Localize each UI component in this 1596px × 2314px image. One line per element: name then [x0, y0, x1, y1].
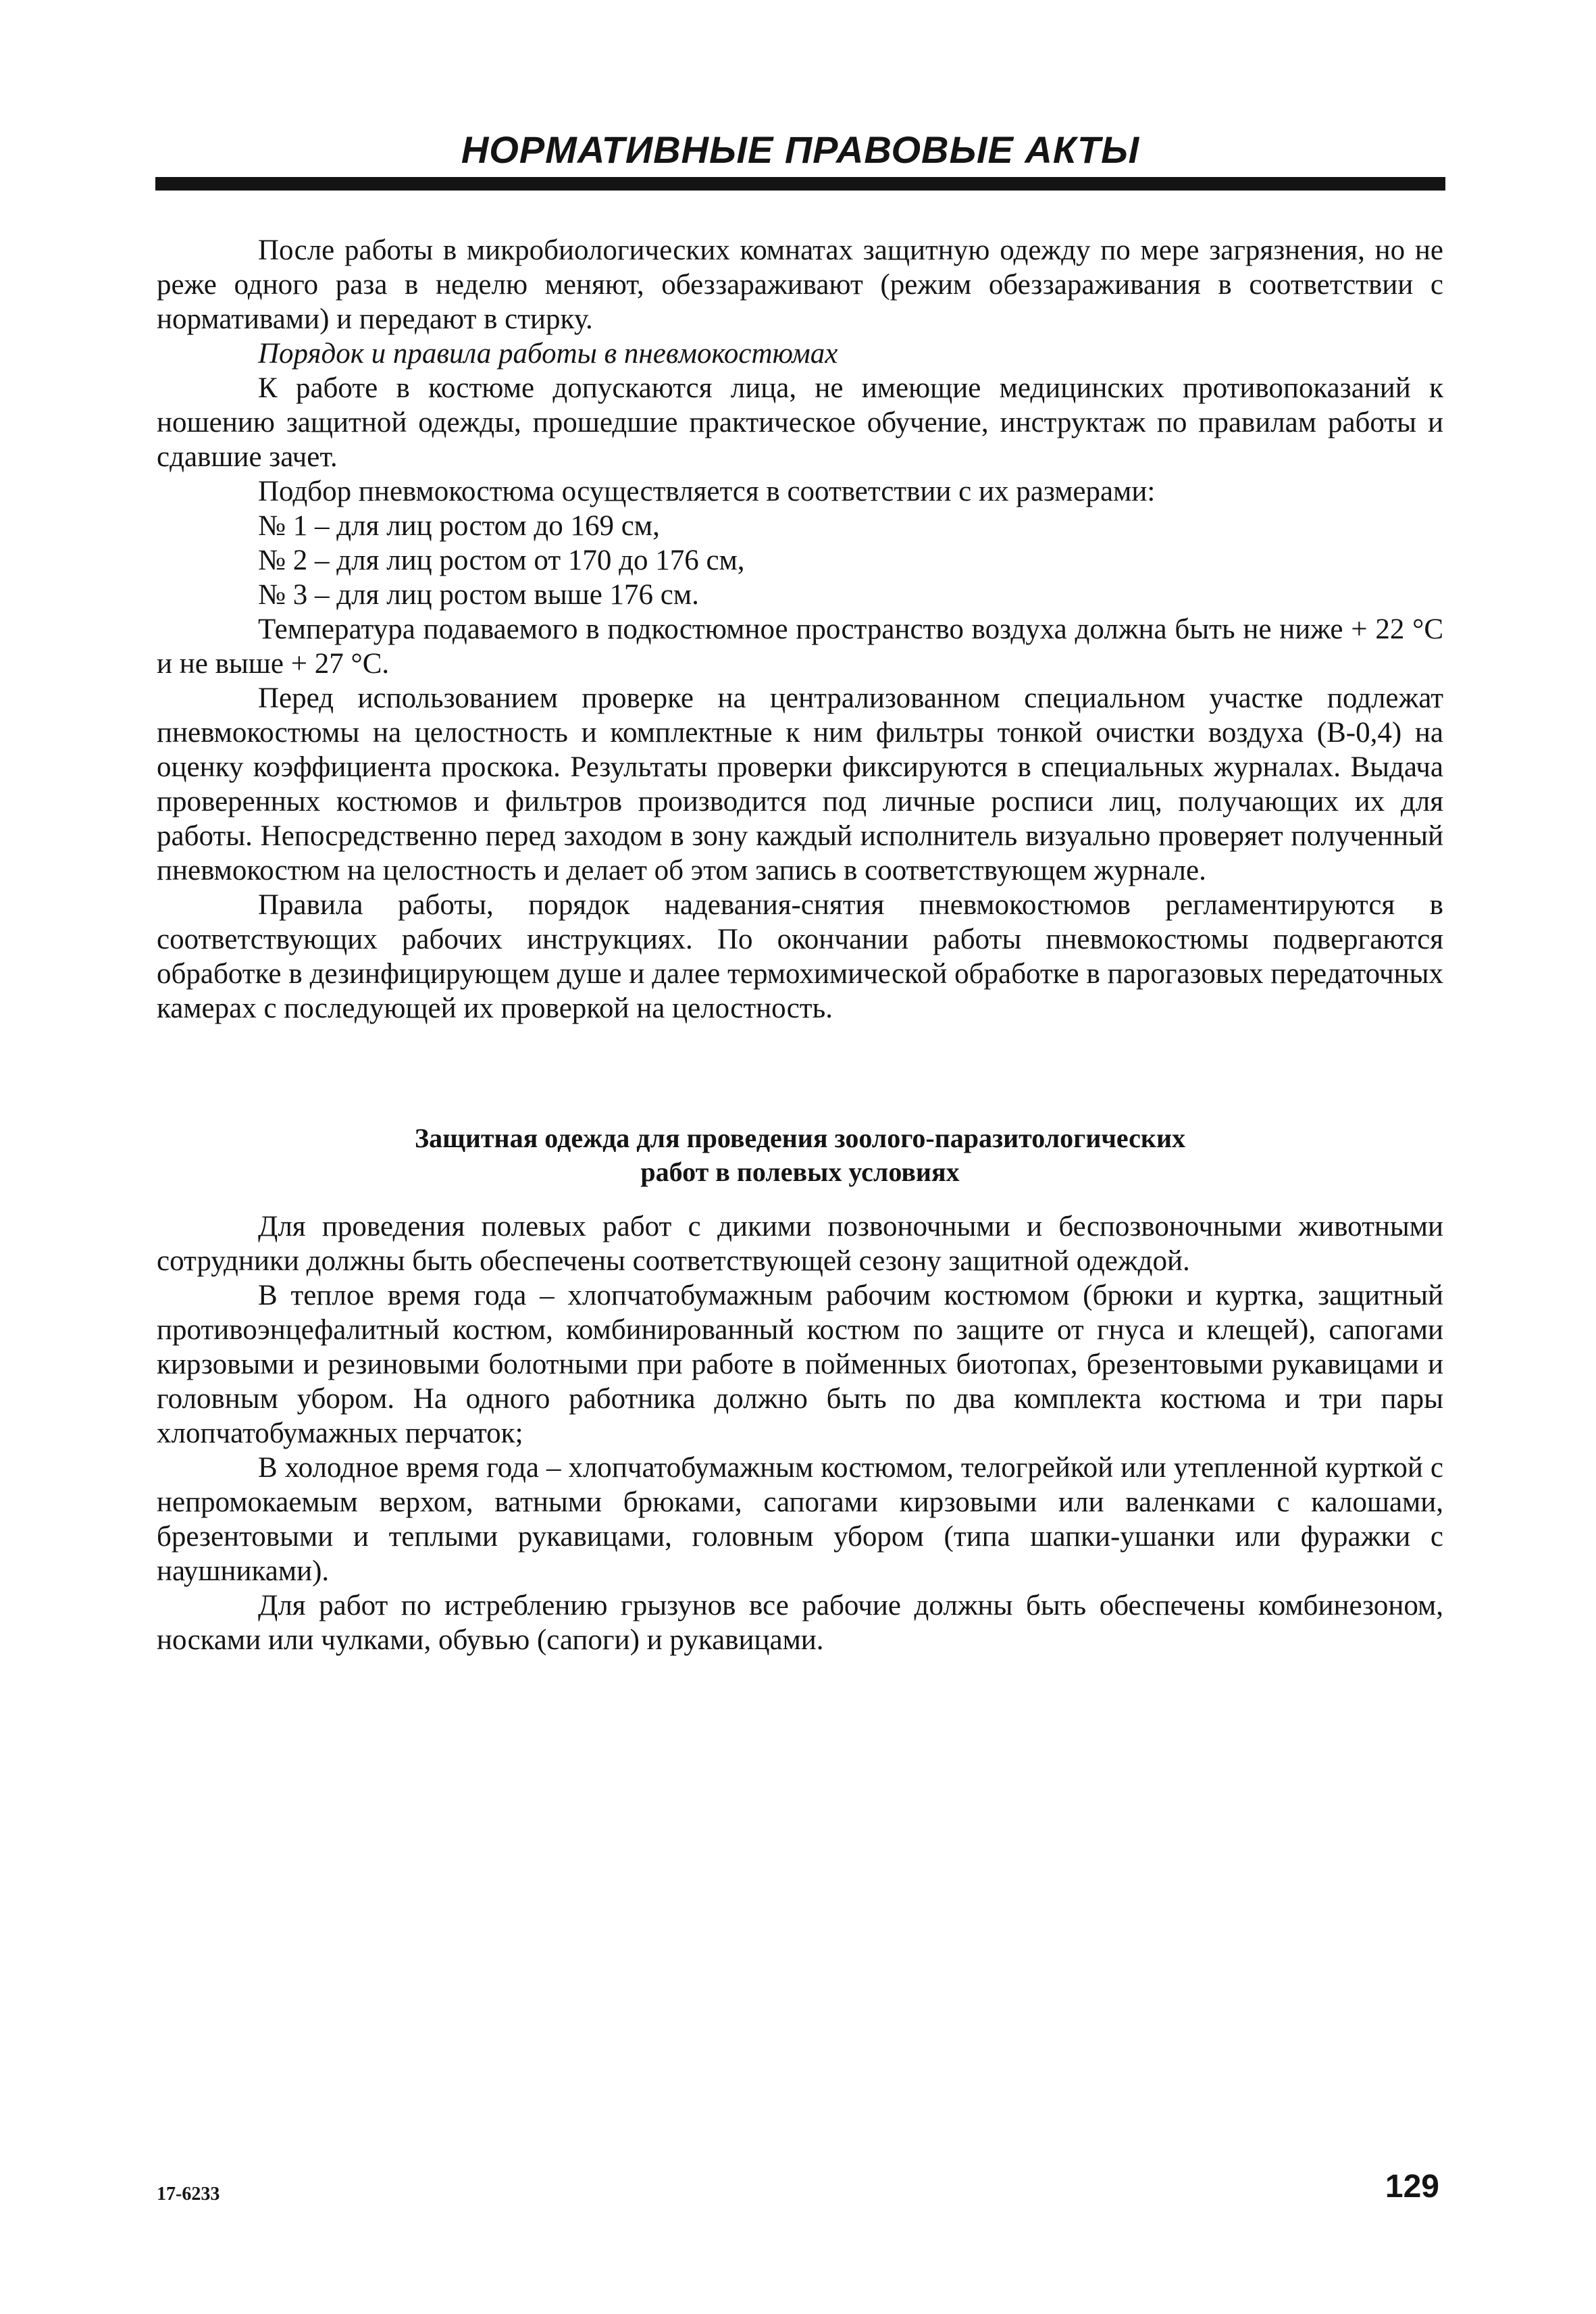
section-body-field-work [157, 1209, 1443, 1657]
subheading-pneumosuit-rules: Порядок и правила работы в пневмокостюмах [258, 338, 838, 370]
size-list-item: № 1 – для лиц ростом до 169 см, [258, 510, 660, 542]
paragraph: Для проведения полевых работ с дикими позвоночными и беспозвоночными животными сотрудники должны быть обеспечены соответствующей сезону защитной одеждой. [157, 1211, 1443, 1277]
running-header-title: НОРМАТИВНЫЕ ПРАВОВЫЕ АКТЫ [461, 128, 1140, 171]
paragraph: Правила работы, порядок надевания-снятия пневмокостюмов регламентируются в соответствующих рабочих инструкциях. По окончании работы пневмокостюмы подвергаются обработке в дезинфицирующем душе и далее термохимической обработке в парогазовых передаточных камерах с последующей их проверкой на целостность. [157, 889, 1443, 1024]
section-heading-field-work [157, 1122, 1443, 1189]
paragraph: В теплое время года – хлопчатобумажным рабочим костюмом (брюки и куртка, защитный противоэнцефалитный костюм, комбинированный костюм по защите от гнуса и клещей), сапогами кирзовыми и резиновыми болотными при работе в пойменных биотопах, брезентовыми рукавицами и головным убором. На одного работника должно быть по два комплекта костюма и три пары хлопчатобумажных перчаток; [157, 1280, 1443, 1449]
header-rule-divider [155, 177, 1445, 191]
size-list-item: № 3 – для лиц ростом выше 176 см. [258, 579, 699, 611]
page-number: 129 [1385, 2169, 1439, 2205]
paragraph: В холодное время года – хлопчатобумажным костюмом, телогрейкой или утепленной курткой с непромокаемым верхом, ватными брюками, сапогами кирзовыми или валенками с калошами, брезентовыми и теплыми рукавицами, головным убором (типа шапки-ушанки или фуражки с наушниками). [157, 1452, 1443, 1587]
footer-print-code: 17-6233 [157, 2184, 220, 2205]
section-heading-line: работ в полевых условиях [640, 1157, 960, 1187]
paragraph: Для работ по истреблению грызунов все рабочие должны быть обеспечены комбинезоном, носками или чулками, обувью (сапоги) и рукавицами. [157, 1590, 1443, 1656]
section-heading-line: Защитная одежда для проведения зоолого-паразитологических [414, 1123, 1186, 1153]
size-list-item: № 2 – для лиц ростом от 170 до 176 см, [258, 545, 745, 576]
section-body-pneumosuits [157, 233, 1443, 1026]
paragraph: Температура подаваемого в подкостюмное пространство воздуха должна быть не ниже + 22 °С и не выше + 27 °С. [157, 613, 1443, 680]
paragraph: Перед использованием проверке на централизованном специальном участке подлежат пневмокостюмы на целостность и комплектные к ним фильтры тонкой очистки воздуха (В-0,4) на оценку коэффициента проскока. Результаты проверки фиксируются в специальных журналах. Выдача проверенных костюмов и фильтров производится под личные росписи лиц, получающих их для работы. Непосредственно перед заходом в зону каждый исполнитель визуально проверяет полученный пневмокостюм на целостность и делает об этом запись в соответствующем журнале. [157, 682, 1443, 886]
paragraph: После работы в микробиологических комнатах защитную одежду по мере загрязнения, но не реже одного раза в неделю меняют, обеззараживают (режим обеззараживания в соответствии с нормативами) и передают в стирку. [157, 234, 1443, 335]
paragraph: Подбор пневмокостюма осуществляется в соответствии с их размерами: [258, 476, 1156, 507]
paragraph: К работе в костюме допускаются лица, не имеющие медицинских противопоказаний к ношению защитной одежды, прошедшие практическое обучение, инструктаж по правилам работы и сдавшие зачет. [157, 372, 1443, 473]
